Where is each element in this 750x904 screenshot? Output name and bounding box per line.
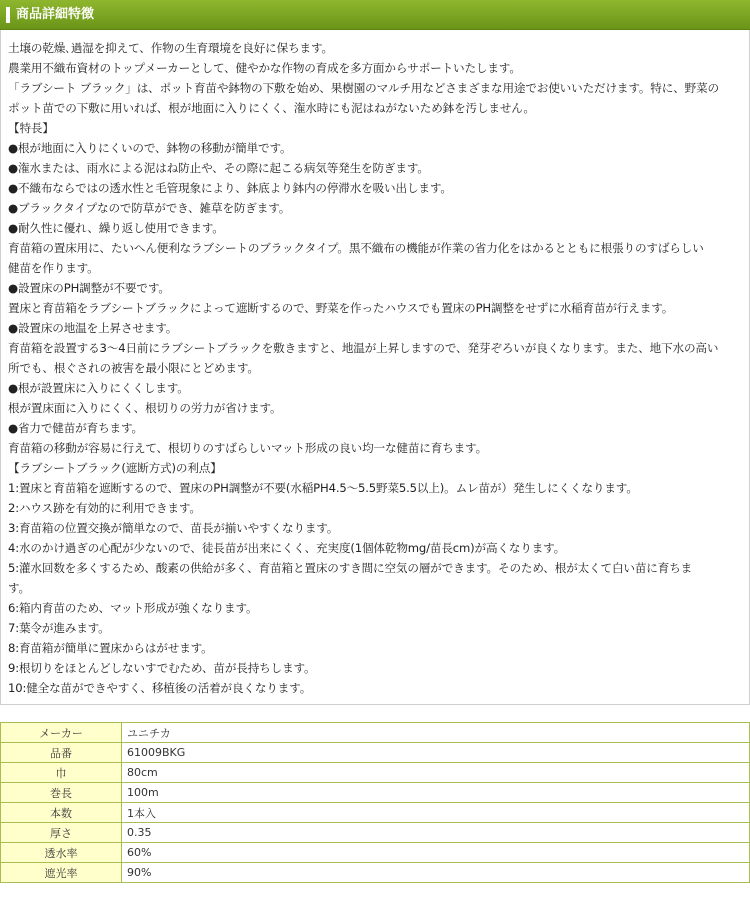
spec-label: メーカー (1, 723, 122, 743)
description-line: ●潅水または、雨水による泥はね防止や、その際に起こる病気等発生を防ぎます。 (8, 161, 429, 175)
description-line: 3:育苗箱の位置交換が簡単なので、苗長が揃いやすくなります。 (8, 521, 339, 535)
description-line: ポット苗での下敷に用いれば、根が地面に入りにくく、潅水時にも泥はねがないため鉢を汚しません。 (8, 101, 535, 115)
description-line: 根が置床面に入りにくく、根切りの労力が省けます。 (8, 401, 282, 415)
spec-row (1, 823, 750, 843)
description-line: 健苗を作ります。 (8, 261, 99, 275)
description-line: ●設置床のPH調整が不要です。 (8, 281, 170, 295)
description-line: 土壌の乾燥､過湿を抑えて、作物の生育環境を良好に保ちます。 (8, 41, 333, 55)
spec-label: 品番 (1, 743, 122, 763)
description-line: 【特長】 (8, 121, 54, 135)
description-line: 5:灌水回数を多くするため、酸素の供給が多く、育苗箱と置床のすき間に空気の層ができます。そのため、根が太くて白い苗に育ちま (8, 561, 693, 575)
spec-label: 巻長 (1, 783, 122, 803)
spec-value: 90% (122, 863, 750, 883)
spec-row (1, 803, 750, 823)
description-line: ●省力で健苗が育ちます。 (8, 421, 143, 435)
description-line: 育苗箱を設置する3〜4日前にラブシートブラックを敷きますと、地温が上昇しますので、発芽ぞろいが良くなります。また、地下水の高い (8, 341, 719, 355)
spec-label: 透水率 (1, 843, 122, 863)
description-line: ●ブラックタイプなので防草ができ、雑草を防ぎます。 (8, 201, 291, 215)
description-line: 育苗箱の置床用に、たいへん便利なラブシートのブラックタイプ。黒不織布の機能が作業の省力化をはかるとともに根張りのすばらしい (8, 241, 704, 255)
spec-value: 80cm (122, 763, 750, 783)
description-line: 農業用不織布資材のトップメーカーとして、健やかな作物の育成を多方面からサポートいたします。 (8, 61, 521, 75)
spec-value: 100m (122, 783, 750, 803)
description-line: 8:育苗箱が簡単に置床からはがせます。 (8, 641, 213, 655)
spec-row (1, 783, 750, 803)
spec-row (1, 763, 750, 783)
description-line: 【ラブシートブラック(遮断方式)の利点】 (8, 461, 222, 475)
description-box (0, 30, 750, 705)
spec-value: 1本入 (122, 803, 750, 823)
description-line: 育苗箱の移動が容易に行えて、根切りのすばらしいマット形成の良い均一な健苗に育ちます。 (8, 441, 488, 455)
description-line: 1:置床と育苗箱を遮断するので、置床のPH調整が不要(水稲PH4.5〜5.5野菜5.5以上)。ムレ苗が）発生しにくくなります。 (8, 481, 638, 495)
spec-value: 60% (122, 843, 750, 863)
section-title: 商品詳細特徴 (16, 7, 95, 22)
spec-value: 61009BKG (122, 743, 750, 763)
spec-row (1, 723, 750, 743)
spec-label: 厚さ (1, 823, 122, 843)
description-text (8, 38, 737, 698)
spec-table (0, 722, 750, 883)
description-line: す。 (8, 581, 30, 595)
spec-row (1, 863, 750, 883)
description-line: ●不織布ならではの透水性と毛管現象により、鉢底より鉢内の停滞水を吸い出します。 (8, 181, 452, 195)
description-line: ●耐久性に優れ、繰り返し使用できます。 (8, 221, 224, 235)
spec-value: 0.35 (122, 823, 750, 843)
spec-label: 本数 (1, 803, 122, 823)
description-line: ●根が設置床に入りにくくします。 (8, 381, 189, 395)
description-line: ●根が地面に入りにくいので、鉢物の移動が簡単です。 (8, 141, 292, 155)
spec-label: 巾 (1, 763, 122, 783)
spec-row (1, 843, 750, 863)
spec-label: 遮光率 (1, 863, 122, 883)
spec-value: ユニチカ (122, 723, 750, 743)
description-line: ●設置床の地温を上昇させます。 (8, 321, 178, 335)
description-line: 7:葉令が進みます。 (8, 621, 110, 635)
description-line: 6:箱内育苗のため、マット形成が強くなります。 (8, 601, 258, 615)
description-line: 「ラブシート ブラック」は、ポット育苗や鉢物の下敷を始め、果樹園のマルチ用などさまざまな用途でお使いいただけます。特に、野菜の (8, 81, 719, 95)
description-line: 9:根切りをほとんどしないすでむため、苗が長持ちします。 (8, 661, 316, 675)
description-line: 所でも、根ぐされの被害を最小限にとどめます。 (8, 361, 259, 375)
description-line: 4:水のかけ過ぎの心配が少ないので、徒長苗が出来にくく、充実度(1個体乾物mg/苗長cm)が高くなります。 (8, 541, 566, 555)
section-header (0, 0, 750, 30)
description-line: 置床と育苗箱をラブシートブラックによって遮断するので、野菜を作ったハウスでも置床のPH調整をせずに水稲育苗が行えます。 (8, 301, 674, 315)
header-accent-bar (6, 7, 10, 23)
description-line: 10:健全な苗ができやすく、移植後の活着が良くなります。 (8, 681, 312, 695)
spec-row (1, 743, 750, 763)
description-line: 2:ハウス跡を有効的に利用できます。 (8, 501, 201, 515)
